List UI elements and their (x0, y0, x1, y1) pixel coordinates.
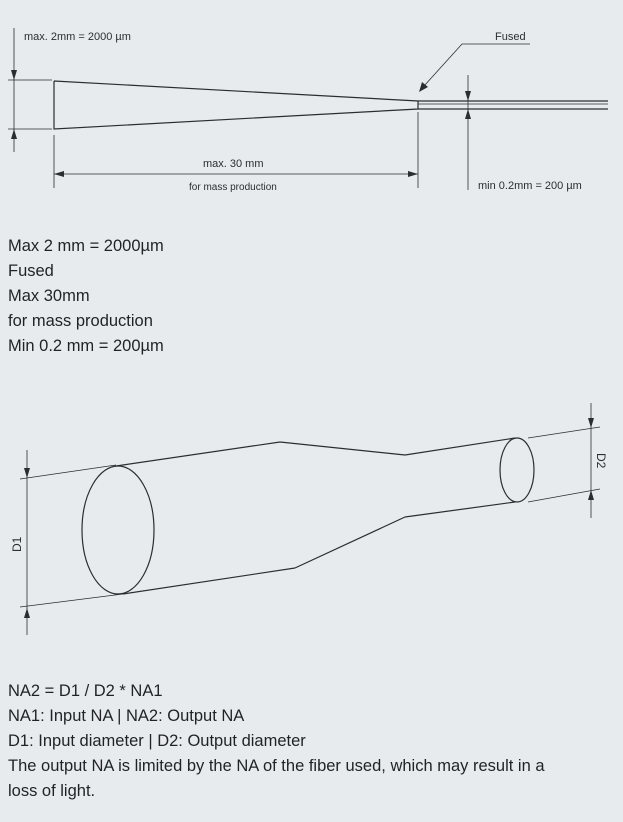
spec-line: Max 2 mm = 2000µm (8, 237, 164, 255)
spec-line: Min 0.2 mm = 200µm (8, 337, 164, 355)
mass-production-label: for mass production (189, 182, 277, 193)
taper-3d-diagram (0, 395, 623, 645)
taper-body (82, 438, 534, 594)
spec-line: Max 30mm (8, 287, 90, 305)
max-30mm-label: max. 30 mm (203, 158, 264, 170)
taper-spec-text (8, 234, 164, 359)
d1-label: D1 (10, 536, 24, 552)
min-02mm-label: min 0.2mm = 200 µm (478, 180, 582, 192)
spec-line: for mass production (8, 312, 153, 330)
formula-line: D1: Input diameter | D2: Output diameter (8, 732, 306, 750)
d2-label: D2 (594, 453, 608, 469)
length-dimension (54, 112, 418, 188)
formula-line: The output NA is limited by the NA of the fiber used, which may result in a (8, 757, 545, 775)
d1-dimension (20, 450, 123, 635)
spec-line: Fused (8, 262, 54, 280)
height-dimension-left (8, 28, 52, 152)
fused-label: Fused (495, 31, 526, 43)
fused-leader (419, 44, 530, 92)
max-2mm-label: max. 2mm = 2000 µm (24, 31, 131, 43)
taper-shape (54, 81, 608, 129)
formula-line: loss of light. (8, 782, 96, 800)
formula-line: NA1: Input NA | NA2: Output NA (8, 707, 245, 725)
height-dimension-right (465, 75, 471, 190)
formula-line: NA2 = D1 / D2 * NA1 (8, 682, 163, 700)
na-formula-text (8, 679, 545, 804)
d2-dimension (528, 403, 600, 518)
taper-dimension-diagram (0, 0, 623, 215)
